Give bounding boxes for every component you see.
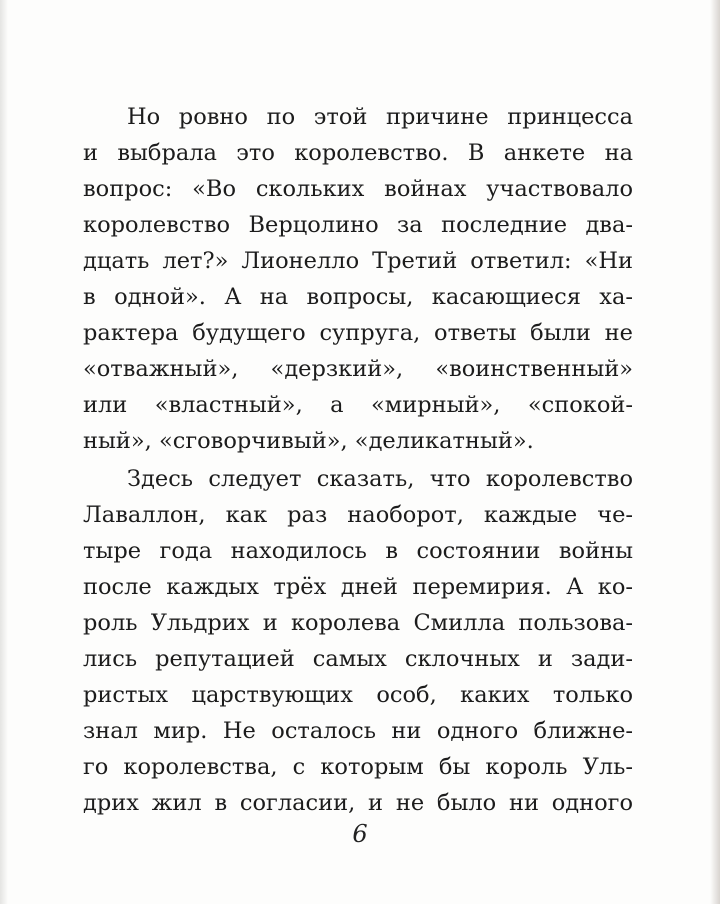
text-line: вопрос: «Во скольких войнах участвовало	[83, 176, 633, 202]
text-line: в одной». А на вопросы, касающиеся ха-	[83, 284, 633, 310]
text-line: Но ровно по этой причине принцесса	[127, 104, 633, 130]
page-edge-right	[710, 0, 720, 904]
text-line: королевство Верцолино за последние два-	[83, 212, 633, 238]
text-line: Лаваллон, как раз наоборот, каждые че-	[83, 502, 633, 528]
text-line: ристых царствующих особ, каких только	[83, 682, 633, 708]
text-line: или «властный», а «мирный», «спокой-	[83, 392, 633, 418]
text-line: и выбрала это королевство. В анкете на	[83, 140, 633, 166]
text-line: Здесь следует сказать, что королевство	[127, 466, 633, 492]
text-line: ный», «сговорчивый», «деликатный».	[83, 428, 534, 454]
page-edge-left	[0, 0, 8, 904]
text-line: рактера будущего супруга, ответы были не	[83, 320, 633, 346]
text-line: го королевства, с которым бы король Уль-	[83, 754, 633, 780]
text-line: дцать лет?» Лионелло Третий ответил: «Ни	[83, 248, 633, 274]
text-line: тыре года находилось в состоянии войны	[83, 538, 633, 564]
text-line: «отважный», «дерзкий», «воинственный»	[83, 356, 633, 382]
text-line: знал мир. Не осталось ни одного ближне-	[83, 718, 633, 744]
body-text	[83, 99, 633, 821]
text-line: после каждых трёх дней перемирия. А ко-	[83, 574, 633, 600]
text-line: лись репутацией самых склочных и зади-	[83, 646, 633, 672]
page-number: 6	[352, 820, 368, 848]
text-line: дрих жил в согласии, и не было ни одного	[83, 790, 633, 816]
text-line: роль Ульдрих и королева Смилла пользова-	[83, 610, 633, 636]
